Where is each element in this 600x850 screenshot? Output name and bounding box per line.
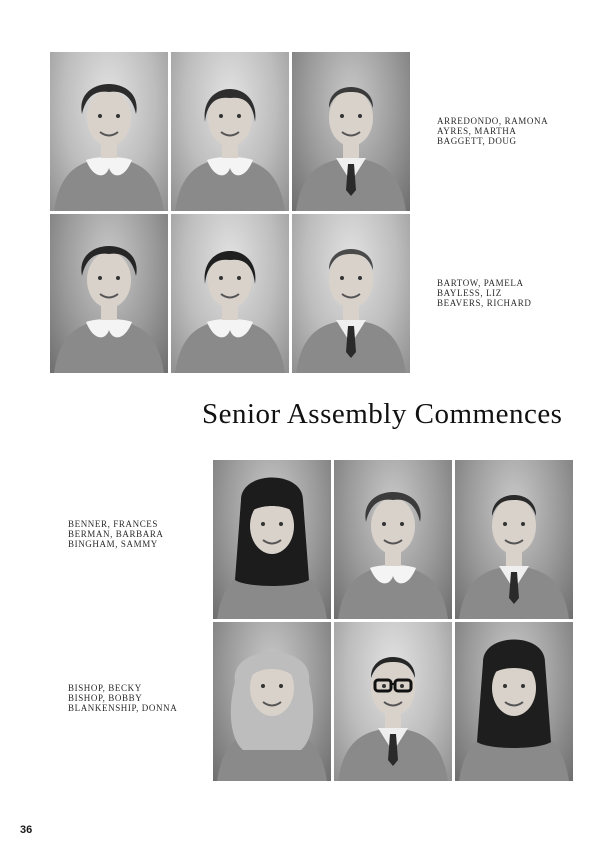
portrait-photo: [171, 52, 289, 211]
student-name: BERMAN, BARBARA: [68, 529, 164, 539]
student-name: BISHOP, BOBBY: [68, 693, 143, 703]
student-name: BAYLESS, LIZ: [437, 288, 502, 298]
student-name: BENNER, FRANCES: [68, 519, 159, 529]
student-name: BLANKENSHIP, DONNA: [68, 703, 178, 713]
student-name: BARTOW, PAMELA: [437, 278, 524, 288]
portrait-figure: [171, 52, 289, 211]
section-heading: Senior Assembly Commences: [202, 398, 563, 430]
portrait-photo: [455, 622, 573, 781]
name-list: [68, 519, 164, 549]
student-name: BISHOP, BECKY: [68, 683, 142, 693]
portrait-figure: [213, 460, 331, 619]
portrait-photo: [213, 460, 331, 619]
portrait-photo: [292, 52, 410, 211]
portrait-figure: [292, 214, 410, 373]
portrait-figure: [50, 52, 168, 211]
student-name: ARREDONDO, RAMONA: [437, 116, 549, 126]
portrait-photo: [334, 622, 452, 781]
bottom-photo-grid: [213, 460, 573, 781]
portrait-figure: [292, 52, 410, 211]
student-name: BEAVERS, RICHARD: [437, 298, 532, 308]
top-photo-grid: [50, 52, 410, 373]
portrait-figure: [171, 214, 289, 373]
portrait-photo: [213, 622, 331, 781]
portrait-figure: [455, 460, 573, 619]
portrait-figure: [455, 622, 573, 781]
name-list: [68, 683, 177, 713]
portrait-photo: [292, 214, 410, 373]
portrait-photo: [334, 460, 452, 619]
portrait-photo: [171, 214, 289, 373]
portrait-photo: [50, 214, 168, 373]
portrait-figure: [334, 622, 452, 781]
name-list: [437, 116, 548, 146]
name-list: [437, 278, 531, 308]
portrait-figure: [213, 622, 331, 781]
portrait-photo: [50, 52, 168, 211]
portrait-photo: [455, 460, 573, 619]
student-name: BINGHAM, SAMMY: [68, 539, 158, 549]
student-name: AYRES, MARTHA: [437, 126, 517, 136]
student-name: BAGGETT, DOUG: [437, 136, 517, 146]
portrait-figure: [334, 460, 452, 619]
page-number: 36: [20, 824, 33, 836]
portrait-figure: [50, 214, 168, 373]
